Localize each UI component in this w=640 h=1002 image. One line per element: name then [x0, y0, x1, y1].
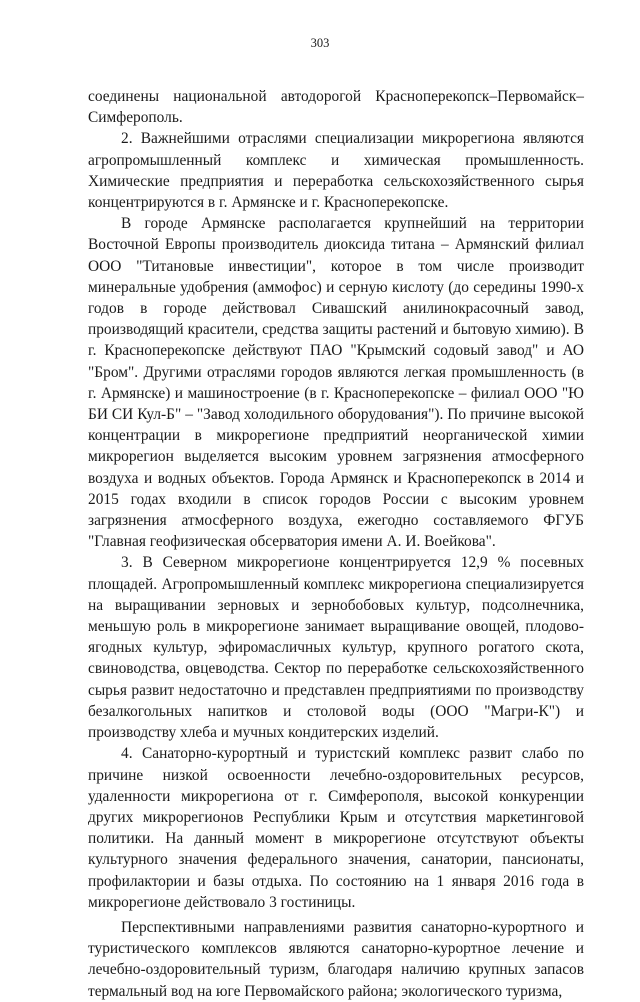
paragraph-armyansk-industry: В городе Армянске располагается крупнейший на территории Восточной Европы производитель диоксида титана – Армянский филиал ООО "Титановые инвестиции", которое в том числе производит минеральные удобрения (аммофос) и серную кислоту (до середины 1990-х годов в городе действовал Сивашский анилинокрасочный завод, производящий красители, средства защиты растений и бытовую химию). В г. Красноперекопске действуют ПАО "Крымский содовый завод" и АО "Бром". Другими отраслями городов являются легкая промышленность (в г. Армянске) и машиностроение (в г. Красноперекопске – филиал ООО "Ю БИ СИ Кул-Б" – "Завод холодильного оборудования"). По причине высокой концентрации в микрорегионе предприятий неорганической химии микрорегион выделяется высоким уровнем загрязнения атмосферного воздуха и водных объектов. Города Армянск и Красноперекопск в 2014 и 2015 годах входили в список городов России с высоким уровнем загрязнения атмосферного воздуха, ежегодно составляемого ФГУБ "Главная геофизическая обсерватория имени А. И. Воейкова". — [88, 215, 584, 551]
paragraph-continuation: соединены национальной автодорогой Красноперекопск–Первомайск–Симферополь. — [88, 88, 584, 127]
page-number: 303 — [310, 36, 330, 50]
document-body — [88, 86, 584, 1002]
paragraph-tourism: 4. Санаторно-курортный и туристский комплекс развит слабо по причине низкой освоенности лечебно-оздоровительных ресурсов, удаленности микрорегиона от г. Симферополя, высокой конкуренции других микрорегионов Республики Крым и отсутствия маркетинговой политики. На данный момент в микрорегионе отсутствуют объекты культурного значения федерального значения, санатории, пансионаты, профилактории и базы отдыха. По состоянию на 1 января 2016 года в микрорегионе действовало 3 гостиницы. — [88, 745, 584, 911]
paragraph-agriculture: 3. В Северном микрорегионе концентрируется 12,9 % посевных площадей. Агропромышленный комплекс микрорегиона специализируется на выращивании зерновых и зернобобовых культур, подсолнечника, меньшую роль в микрорегионе занимает выращивание овощей, плодово-ягодных культур, эфиромасличных культур, крупного рогатого скота, свиноводства, овцеводства. Сектор по переработке сельскохозяйственного сырья развит недостаточно и представлен предприятиями по производству безалкогольных напитков и столовой воды (ООО "Магри-К") и производству хлеба и мучных кондитерских изделий. — [88, 554, 584, 742]
paragraph-specialization: 2. Важнейшими отраслями специализации микрорегиона являются агропромышленный комплекс и химическая промышленность. Химические предприятия и переработка сельскохозяйственного сырья концентрируются в г. Армянске и г. Красноперекопске. — [88, 130, 584, 212]
paragraph-prospects: Перспективными направлениями развития санаторно-курортного и туристического комплексов являются санаторно-курортное лечение и лечебно-оздоровительный туризм, благодаря наличию крупных запасов термальный вод на юге Первомайского района; экологического туризма, — [88, 918, 584, 1000]
